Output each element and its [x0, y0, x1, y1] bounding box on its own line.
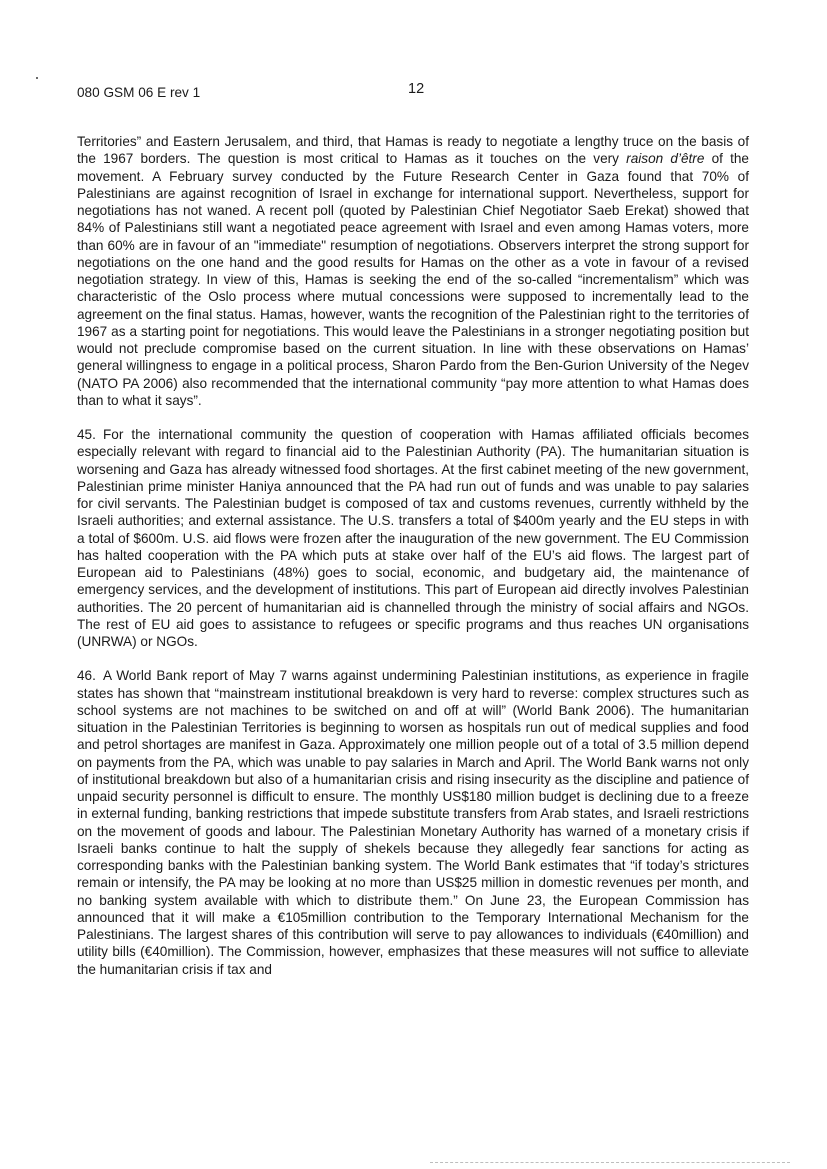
scan-speck — [36, 77, 38, 79]
body-text — [77, 133, 749, 995]
paragraph-46 — [77, 667, 749, 978]
paragraph-text: A World Bank report of May 7 warns against undermining Palestinian institutions, as experience in fragile states has shown that “mainstream institutional breakdown is very hard to reverse: complex structures such as school systems are not machines to be switched on and off at will” (World Bank 2006). The humanitarian situation in the Palestinian Territories is beginning to worsen as hospitals run out of medical supplies and food and petrol shortages are manifest in Gaza. Approximately one million people out of a total of 3.5 million depend on payments from the PA, which was unable to pay salaries in March and April. The World Bank warns not only of institutional breakdown but also of a humanitarian crisis and rising insecurity as the discipline and patience of unpaid security personnel is difficult to ensure. The monthly US$180 million budget is declining due to a freeze in external funding, banking restrictions that impede substitute transfers from Arab states, and Israeli restrictions on the movement of goods and labour. The Palestinian Monetary Authority has warned of a monetary crisis if Israeli banks continue to halt the supply of shekels because they allegedly fear sanctions for acting as corresponding banks with the Palestinian banking system. The World Bank estimates that “if today’s strictures remain or intensify, the PA may be looking at no more than US$25 million in domestic revenues per month, and no banking system available with which to distribute them.” On June 23, the European Commission has announced that it will make a €105million contribution to the Temporary International Mechanism for the Palestinians. The largest shares of this contribution will serve to pay allowances to individuals (€40million) and utility bills (€40million). The Commission, however, emphasizes that these measures will not suffice to alleviate the humanitarian crisis if tax and — [77, 668, 749, 977]
paragraph-text: For the international community the question of cooperation with Hamas affiliated officials becomes especially relevant with regard to financial aid to the Palestinian Authority (PA). The humanitarian situation is worsening and Gaza has already witnessed food shortages. At the first cabinet meeting of the new government, Palestinian prime minister Haniya announced that the PA had run out of funds and was unable to pay salaries for civil servants. The Palestinian budget is composed of tax and customs revenues, currently withheld by the Israeli authorities; and external assistance. The U.S. transfers a total of $400m yearly and the EU steps in with a total of $600m. U.S. aid flows were frozen after the inauguration of the new government. The EU Commission has halted cooperation with the PA which puts at stake over half of the EU’s aid flows. The largest part of European aid to Palestinians (48%) goes to social, economic, and budgetary aid, the maintenance of emergency services, and the development of institutions. This part of European aid directly involves Palestinian authorities. The 20 percent of humanitarian aid is channelled through the ministry of social affairs and NGOs. The rest of EU aid goes to assistance to refugees or specific programs and thus reaches UN organisations (UNRWA) or NGOs. — [77, 427, 749, 649]
document-reference: 080 GSM 06 E rev 1 — [77, 85, 201, 100]
scan-edge-line — [430, 1162, 790, 1163]
paragraph-italic-text: raison d’être — [626, 151, 705, 167]
paragraph-number: 45. — [77, 427, 96, 442]
paragraph-text-end: of the movement. A February survey conducted by the Future Research Center in Gaza found that 70% of Palestinians are against recognition of Israel in exchange for international support. Nevertheless, support for negotiations has not waned. A recent poll (quoted by Palestinian Chief Negotiator Saeb Erekat) showed that 84% of Palestinians still want a negotiated peace agreement with Israel and even among Hamas voters, more than 60% are in favour of an "immediate" resumption of negotiations. Observers interpret the strong support for negotiations on the one hand and the good results for Hamas on the other as a vote in favour of a revised negotiation strategy. In view of this, Hamas is seeking the end of the so-called “incrementalism” which was characteristic of the Oslo process where mutual concessions were supposed to incrementally lead to the agreement on the final status. Hamas, however, wants the recognition of the Palestinian right to the territories of 1967 as a starting point for negotiations. This would leave the Palestinians in a stronger negotiating position but would not preclude compromise based on the current situation. In line with these observations on Hamas’ general willingness to engage in a political process, Sharon Pardo from the Ben-Gurion University of the Negev (NATO PA 2006) also recommended that the international community “pay more attention to what Hamas does than to what it says”. — [77, 151, 749, 408]
page-number: 12 — [408, 81, 425, 97]
page-header — [77, 81, 749, 105]
paragraph-continued — [77, 133, 749, 409]
paragraph-text: Territories” and Eastern Jerusalem, and third, that Hamas is ready to negotiate a lengthy truce on the basis of the 1967 borders. The question is most critical to Hamas as it touches on the very — [77, 134, 749, 167]
paragraph-number: 46. — [77, 668, 96, 684]
paragraph-45 — [77, 426, 749, 650]
